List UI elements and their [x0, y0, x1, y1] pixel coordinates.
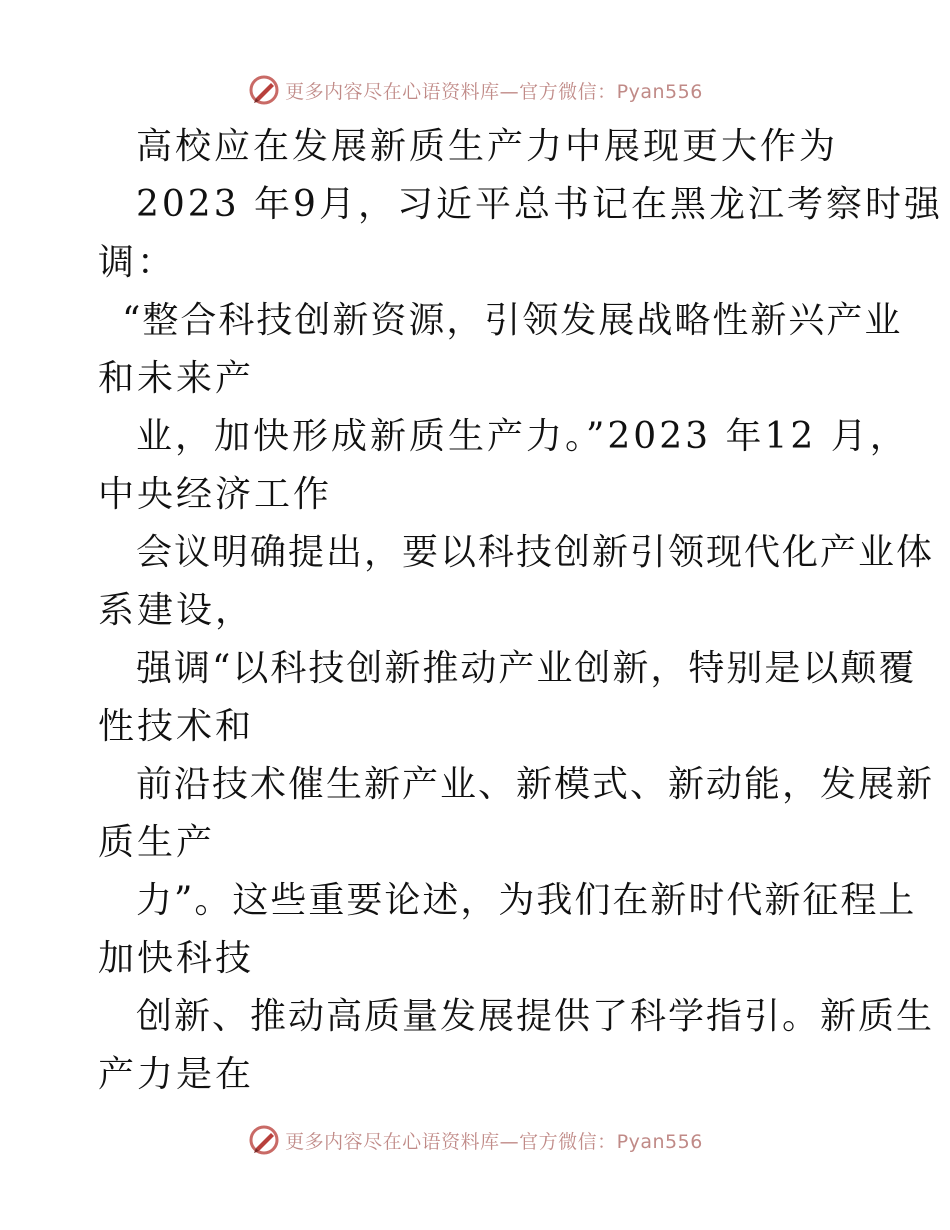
paragraph-line: 2023 年9月，习近平总书记在黑龙江考察时强 [136, 184, 943, 225]
header-watermark-banner [0, 72, 950, 108]
footer-watermark-text: 更多内容尽在心语资料库—官方微信：Pyan556 [285, 1130, 703, 1153]
document-title: 高校应在发展新质生产力中展现更大作为 [136, 126, 839, 167]
pen-circle-logo-icon [247, 73, 281, 107]
paragraph-line: “整合科技创新资源，引领发展战略性新兴产业 [122, 300, 903, 341]
paragraph-line: 前沿技术催生新产业、新模式、新动能，发展新 [136, 764, 935, 805]
paragraph-line: 性技术和 [98, 706, 255, 747]
paragraph-line: 调： [98, 242, 177, 283]
paragraph-line: 中央经济工作 [98, 474, 333, 515]
paragraph-line: 业，加快形成新质生产力。”2023 年12 月， [136, 416, 909, 457]
paragraph-line: 质生产 [98, 822, 216, 863]
pen-circle-logo-icon [247, 1123, 281, 1157]
paragraph-line: 创新、推动高质量发展提供了科学指引。新质生 [136, 996, 935, 1037]
paragraph-line: 力”。这些重要论述，为我们在新时代新征程上 [136, 880, 917, 921]
paragraph-line: 系建设， [98, 590, 255, 631]
paragraph-line: 加快科技 [98, 938, 255, 979]
header-watermark-text: 更多内容尽在心语资料库—官方微信：Pyan556 [285, 80, 703, 103]
paragraph-line: 产力是在 [98, 1054, 255, 1095]
document-body [98, 118, 943, 1104]
paragraph-line: 会议明确提出，要以科技创新引领现代化产业体 [136, 532, 935, 573]
footer-watermark-banner [0, 1122, 950, 1158]
paragraph-line: 强调“以科技创新推动产业创新，特别是以颠覆 [136, 648, 917, 689]
paragraph-line: 和未来产 [98, 358, 255, 399]
